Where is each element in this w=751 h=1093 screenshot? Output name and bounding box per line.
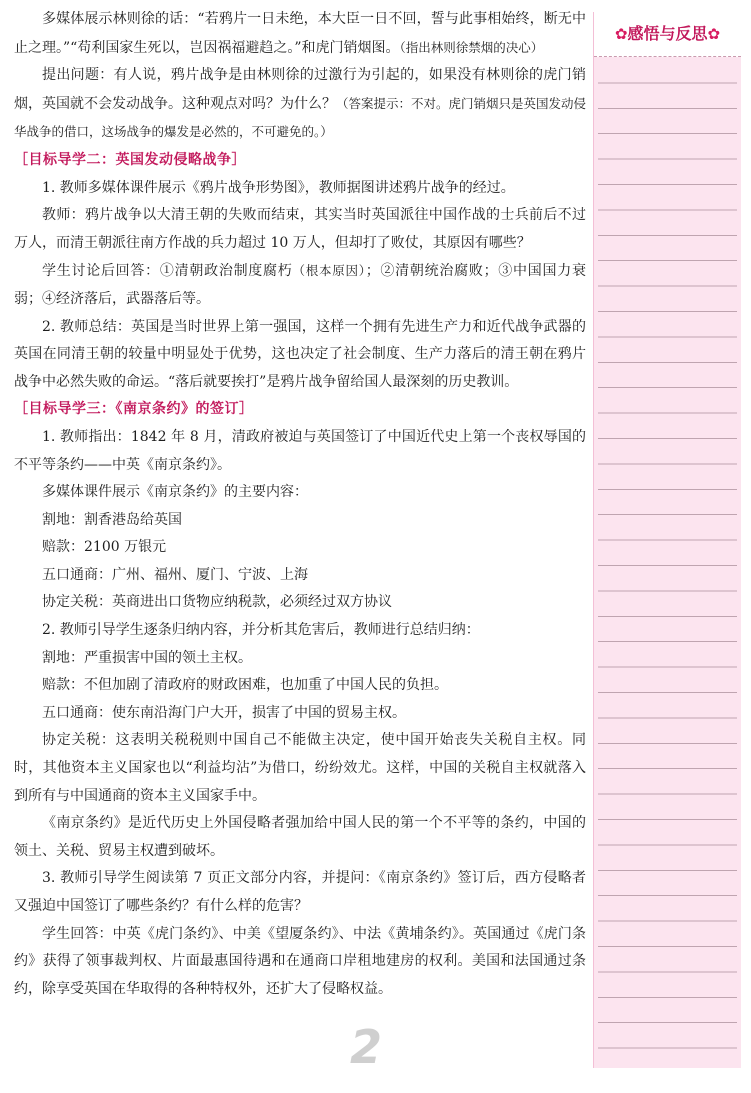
text: ；②清朝统治腐败；③中国国力衰弱；④经济落后，武器落后等。 (14, 263, 586, 307)
paragraph: 2. 教师引导学生逐条归纳内容，并分析其危害后，教师进行总结归纳： (42, 622, 480, 639)
paragraph: 《南京条约》是近代历史上外国侵略者强加给中国人民的第一个不平等的条约，中国的领土、关税、贸易主权遭到破坏。 (14, 815, 586, 859)
main-text (14, 6, 586, 1003)
paragraph: 协定关税：这表明关税税则中国自己不能做主决定，使中国开始丧失关税自主权。同时，其他资本主义国家也以“利益均沾”为借口，纷纷效尤。这样，中国的关税自主权就落入到所有与中国通商的资本主义国家手中。 (14, 732, 586, 804)
sidebar-title-text: 感悟与反思 (627, 24, 708, 43)
paragraph: 多媒体课件展示《南京条约》的主要内容： (42, 484, 308, 501)
paragraph (14, 257, 586, 313)
text: 多媒体展示林则徐的话：“若鸦片一日未绝，本大臣一日不回，誓与此事相始终，断无中止之理。”“苟利国家生死以，岂因祸福避趋之。”和虎门销烟图。 (14, 11, 586, 56)
page-number: 2 (350, 1020, 383, 1074)
text: 提出问题：有人说，鸦片战争是由林则徐的过激行为引起的，如果没有林则徐的虎门销烟，英国就不会发动战争。这种观点对吗？为什么？ (14, 67, 586, 112)
paragraph: 2. 教师总结：英国是当时世界上第一强国，这样一个拥有先进生产力和近代战争武器的英国在同清王朝的较量中明显处于优势，这也决定了社会制度、生产力落后的清王朝在鸦片战争中必然失败的命运。“落后就要挨打”是鸦片战争留给国人最深刻的历史教训。 (14, 318, 586, 390)
text: 学生讨论后回答：①清朝政治制度腐朽 (42, 263, 293, 280)
note: （根本原因） (292, 263, 366, 279)
paragraph: 五口通商：广州、福州、厦门、宁波、上海 (42, 566, 308, 583)
paragraph: 1. 教师多媒体课件展示《鸦片战争形势图》，教师据图讲述鸦片战争的经过。 (42, 179, 515, 196)
reflection-sidebar (593, 12, 741, 1068)
flower-icon: ✿ (707, 25, 721, 43)
note: （答案提示：不对。虎门销烟只是英国发动侵华战争的借口，这场战争的爆发是必然的，不可避免的。） (14, 95, 587, 140)
paragraph: 五口通商：使东南沿海门户大开，损害了中国的贸易主权。 (42, 704, 406, 721)
paragraph: 割地：割香港岛给英国 (42, 511, 182, 528)
paragraph: 学生回答：中英《虎门条约》、中美《望厦条约》、中法《黄埔条约》。英国通过《虎门条约》获得了领事裁判权、片面最惠国待遇和在通商口岸租地建房的权利。美国和法国通过条约，除享受英国在华取得的各种特权外，还扩大了侵略权益。 (14, 925, 586, 997)
flower-icon: ✿ (614, 25, 628, 43)
paragraph: 割地：严重损害中国的领土主权。 (42, 649, 252, 666)
paragraph (14, 6, 586, 62)
note-lines (598, 58, 737, 1068)
section-heading: ［目标导学三：《南京条约》的签订］ (14, 401, 254, 418)
note: （指出林则徐禁烟的决心） (399, 39, 544, 55)
paragraph: 1. 教师指出：1842 年 8 月，清政府被迫与英国签订了中国近代史上第一个丧权辱国的不平等条约——中英《南京条约》。 (14, 428, 586, 473)
paragraph: 赔款：不但加剧了清政府的财政困难，也加重了中国人民的负担。 (42, 677, 448, 694)
section-heading: ［目标导学二：英国发动侵略战争］ (14, 151, 246, 168)
sidebar-title (594, 12, 741, 57)
paragraph: 教师：鸦片战争以大清王朝的失败而结束，其实当时英国派往中国作战的士兵前后不过万人，而清王朝派往南方作战的兵力超过 10 万人，但却打了败仗，其原因有哪些？ (14, 207, 586, 251)
paragraph (14, 62, 586, 147)
paragraph: 赔款：2100 万银元 (42, 539, 167, 556)
paragraph: 3. 教师引导学生阅读第 7 页正文部分内容，并提问：《南京条约》签订后，西方侵略者又强迫中国签订了哪些条约？有什么样的危害？ (14, 870, 586, 914)
paragraph: 协定关税：英商进出口货物应纳税款，必须经过双方协议 (42, 594, 392, 611)
